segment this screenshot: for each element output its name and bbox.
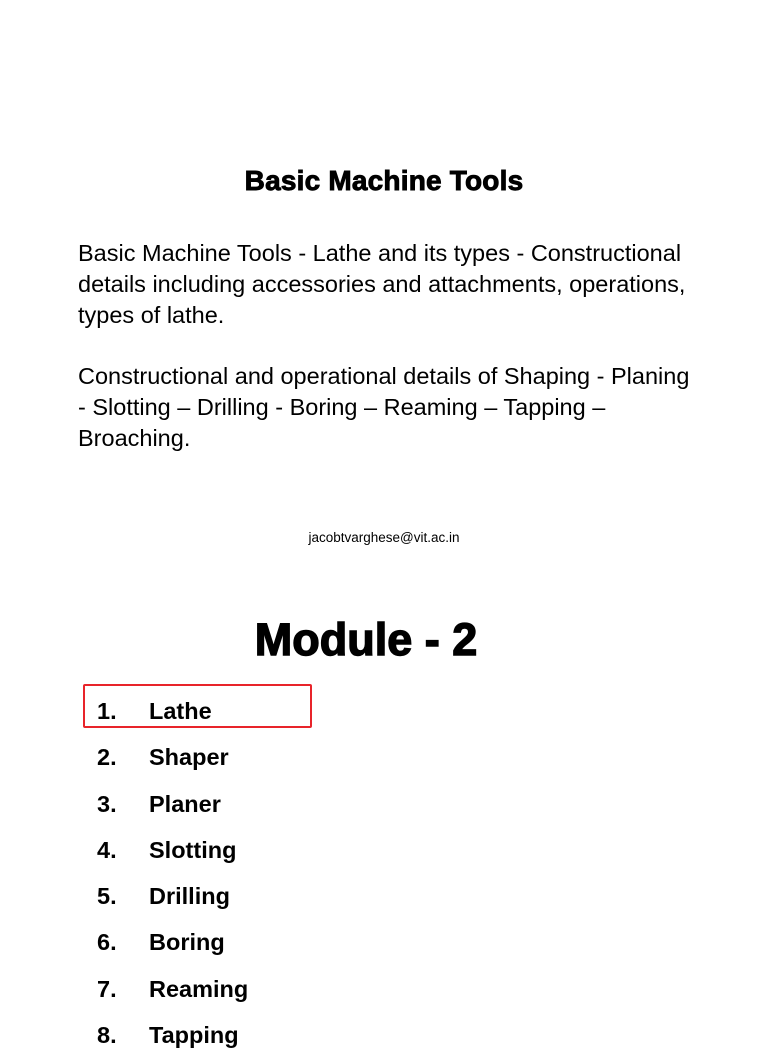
slide-title: Basic Machine Tools xyxy=(244,165,524,196)
topic-item-reaming xyxy=(0,966,400,1012)
topic-number: 6. xyxy=(97,929,117,956)
topic-list xyxy=(0,688,400,1058)
topic-number: 3. xyxy=(97,790,117,817)
email-address: jacobtvarghese@vit.ac.in xyxy=(308,530,460,545)
topic-label: Reaming xyxy=(149,975,249,1002)
module-title: Module - 2 xyxy=(254,614,478,665)
topic-number: 1. xyxy=(97,698,117,724)
topic-item-tapping xyxy=(0,1012,400,1058)
topic-item-planer xyxy=(0,781,400,827)
topic-number: 8. xyxy=(97,1022,117,1049)
topic-label: Tapping xyxy=(149,1022,239,1049)
topic-number: 7. xyxy=(97,975,117,1002)
topic-number: 4. xyxy=(97,836,117,863)
topic-item-shaper xyxy=(0,734,400,780)
topic-item-drilling xyxy=(0,873,400,919)
topic-number: 5. xyxy=(97,883,117,910)
syllabus-paragraph-1: Basic Machine Tools - Lathe and its types - Constructional details including accessories and attachments, operations, types of lathe. xyxy=(78,240,686,328)
topic-label: Boring xyxy=(149,929,225,956)
topic-label: Planer xyxy=(149,790,221,817)
topic-label: Shaper xyxy=(149,744,229,771)
topic-number: 2. xyxy=(97,744,117,771)
topic-label: Lathe xyxy=(149,698,212,724)
topic-item-lathe xyxy=(0,688,400,734)
topic-label: Drilling xyxy=(149,883,230,910)
topic-label: Slotting xyxy=(149,836,237,863)
topic-item-slotting xyxy=(0,827,400,873)
topic-item-boring xyxy=(0,919,400,965)
syllabus-paragraph-2: Constructional and operational details of Shaping - Planing - Slotting – Drilling - Boring – Reaming – Tapping – Broaching. xyxy=(78,363,690,451)
